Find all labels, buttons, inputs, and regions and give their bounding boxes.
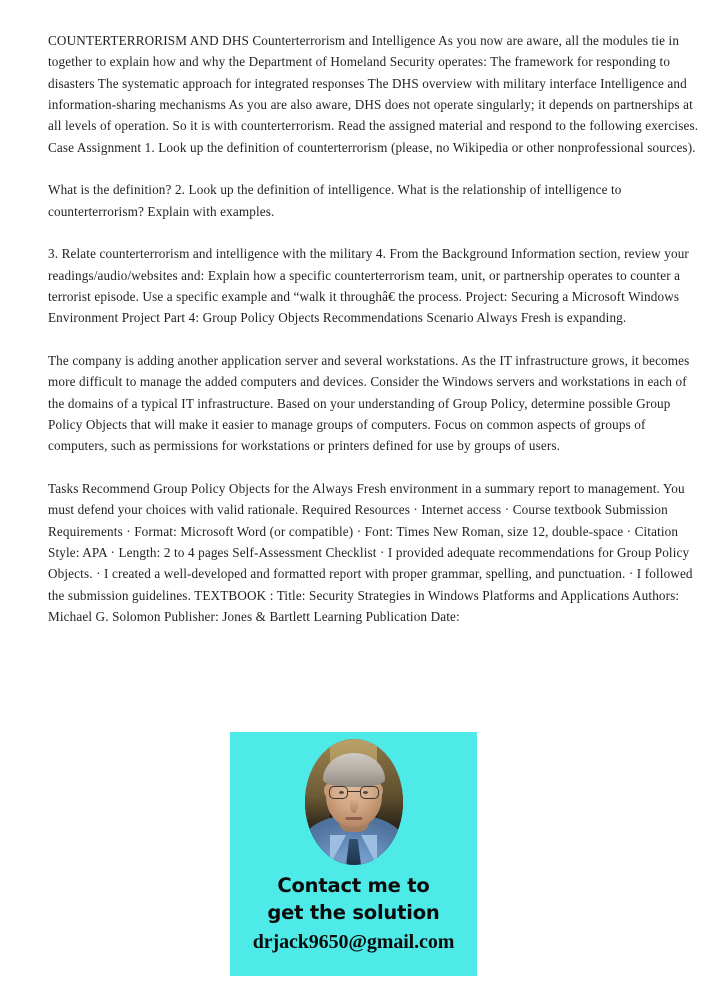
document-text-body xyxy=(48,30,706,627)
portrait-collar-right xyxy=(361,835,377,865)
eyeglasses-lens-left xyxy=(329,786,348,799)
portrait-nose xyxy=(350,799,358,813)
paragraph-4: The company is adding another application server and several workstations. As the IT infrastructure grows, it becomes more difficult to manage the added computers and devices. Consider the Windows servers and workstations in each of the domains of a typical IT infrastructure. Based on your understanding of Group Policy, determine possible Group Policy Objects that will make it easier to manage groups of computers. Focus on common aspects of groups of computers, such as permissions for workstations or printers defined for use by groups of users. xyxy=(48,353,690,454)
paragraph-3: 3. Relate counterterrorism and intelligence with the military 4. From the Background Information section, review your readings/audio/websites and: Explain how a specific counterterrorism team, unit, or partnership operates to counter a terrorist episode. Use a specific example and “walk it throughâ€ the process. Project: Securing a Microsoft Windows Environment Project Part 4: Group Policy Objects Recommendations Scenario Always Fresh is expanding. xyxy=(48,246,689,326)
eyeglasses-lens-right xyxy=(360,786,379,799)
contact-card-line-1: Contact me to xyxy=(277,874,430,897)
contact-email-address[interactable]: drjack9650@gmail.com xyxy=(252,931,455,953)
paragraph-2: What is the definition? 2. Look up the definition of intelligence. What is the relationship of intelligence to counterterrorism? Explain with examples. xyxy=(48,182,622,219)
eyeglasses-icon xyxy=(329,786,379,799)
contact-card-overlay xyxy=(230,732,477,976)
eyeglasses-bridge xyxy=(348,791,360,792)
paragraph-5: Tasks Recommend Group Policy Objects for the Always Fresh environment in a summary report to management. You must defend your choices with valid rationale. Required Resources · Internet access · Course textbook Submission Requirements · Format: Microsoft Word (or compatible) · Font: Times New Roman, size 12, double-space · Citation Style: APA · Length: 2 to 4 pages Self-Assessment Checklist · I provided adequate recommendations for Group Policy Objects. · I created a well-developed and formatted report with proper grammar, spelling, and punctuation. · I followed the submission guidelines. TEXTBOOK : Title: Security Strategies in Windows Platforms and Applications Authors: Michael G. Solomon Publisher: Jones & Bartlett Learning Publication Date: xyxy=(48,481,693,625)
portrait-collar-left xyxy=(330,835,346,865)
contact-card-line-2: get the solution xyxy=(267,901,440,924)
paragraph-1: COUNTERTERRORISM AND DHS Counterterrorism and Intelligence As you now are aware, all the modules tie in together to explain how and why the Department of Homeland Security operates: The framework for responding to disasters The systematic approach for integrated responses The DHS overview with military interface Intelligence and information-sharing mechanisms As you are also aware, DHS does not operate singularly; it depends on partnerships at all levels of operation. So it is with counterterrorism. Read the assigned material and respond to the following exercises. Case Assignment 1. Look up the definition of counterterrorism (please, no Wikipedia or other nonprofessional sources). xyxy=(48,33,699,155)
portrait-photo xyxy=(305,739,403,865)
